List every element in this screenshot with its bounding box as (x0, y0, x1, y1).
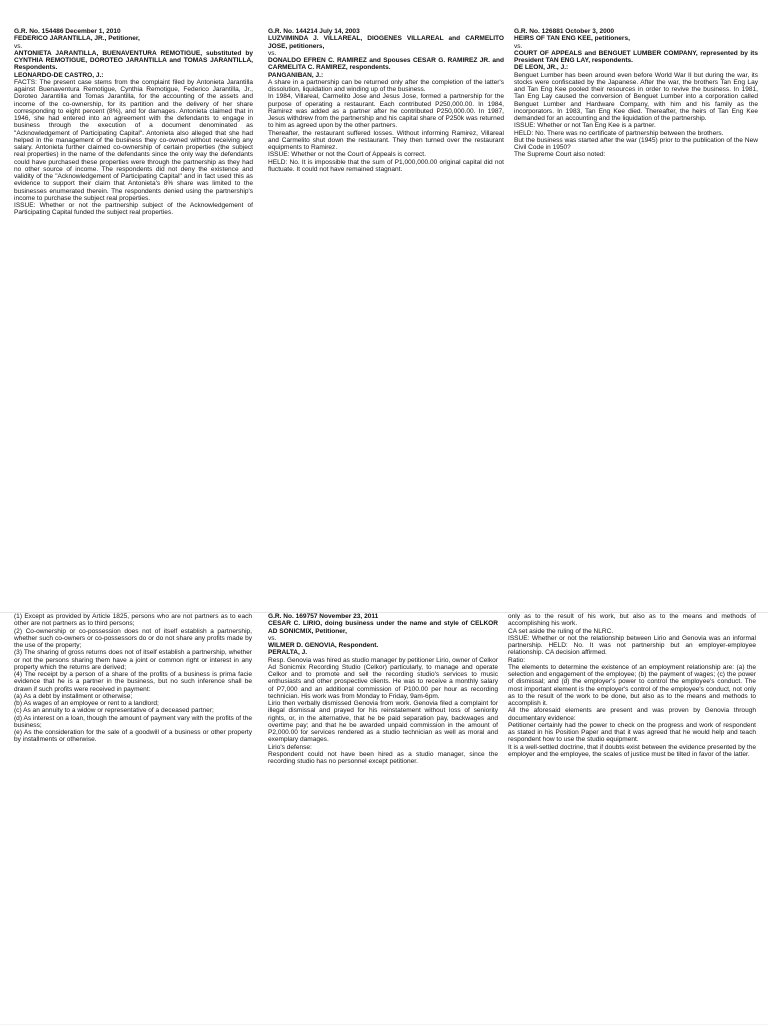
case-header (268, 28, 504, 79)
case-column-lirio-continued (508, 613, 756, 1025)
body-paragraph: only as to the result of his work, but also as to the means and methods of accomplishing his work. (508, 613, 756, 628)
rule-subitem: (a) As a debt by installment or otherwise; (14, 692, 133, 700)
respondent-line: WILMER D. GENOVIA, Respondent. (268, 642, 379, 649)
petitioner-line: FEDERICO JARANTILLA, JR., Petitioner, (14, 35, 140, 43)
case-column-jarantilla (14, 28, 253, 582)
case-number: G.R. No. 154486 December 1, 2010 (14, 28, 121, 35)
question-paragraph: But the business was started after the war (1945) prior to the publication of the New Civil Code in 1950? (514, 136, 758, 151)
case-header (268, 613, 498, 657)
bottom-section (0, 612, 768, 1025)
rule-item: (2) Co-ownership or co-possession does not of itself establish a partnership, whether such co-owners or co-possessors do or do not share any profits made by the use of the property; (14, 627, 252, 649)
issue-paragraph: ISSUE: Whether or not Tan Eng Kee is a partner. (514, 122, 656, 130)
rule-subitem: (b) As wages of an employee or rent to a landlord; (14, 700, 159, 707)
case-column-villareal (268, 28, 504, 582)
petitioner-line: HEIRS OF TAN ENG KEE, petitioners, (514, 35, 630, 43)
held-paragraph: HELD: No. It is impossible that the sum of P1,000,000.00 original capital did not fluctuate. It could not have remained stagnant. (268, 158, 504, 173)
case-number: G.R. No. 126881 October 3, 2000 (514, 28, 615, 35)
top-section (0, 28, 768, 582)
ponente-line: PERALTA, J. (268, 649, 308, 657)
rule-subitem: (e) As the consideration for the sale of a goodwill of a business or other property by installments or otherwise. (14, 729, 252, 744)
body-paragraph: All the aforesaid elements are present and was proven by Genovia through documentary evidence: (508, 707, 756, 722)
rule-item: (4) The receipt by a person of a share of the profits of a business is prima facie evidence that he is a partner in the business, but no such inference shall be drawn if such profits were received in payment: (14, 671, 252, 693)
rule-item: (1) Except as provided by Article 1825, persons who are not partners as to each other are not partners as to third persons; (14, 613, 252, 628)
case-column-tan-eng-kee (514, 28, 758, 582)
case-body (514, 72, 758, 159)
body-paragraph: Lirio then verbally dismissed Genovia from work. Genovia filed a complaint for illegal dismissal and prayed for his reinstatement without loss of seniority rights, or, in the alternative, that he be paid separation pay, backwages and overtime pay; and that he be awarded unpaid commission in the amount of P2,000.00 for services rendered as a studio technician as well as moral and exemplary damages. (268, 700, 498, 744)
article-rules-column (14, 613, 252, 1025)
versus-line: vs. (514, 42, 523, 50)
body-paragraph: The Supreme Court also noted: (514, 151, 606, 159)
rule-item: (3) The sharing of gross returns does not of itself establish a partnership, whether or not the persons sharing them have a joint or common right or interest in any property which the returns are derived; (14, 649, 252, 671)
case-body (268, 79, 504, 173)
versus-line: vs. (268, 49, 277, 57)
versus-line: vs. (14, 42, 23, 50)
ponente-line: PANGANIBAN, J.: (268, 71, 324, 79)
respondent-line: COURT OF APPEALS and BENGUET LUMBER COMPANY, represented by its President TAN ENG LAY, respondents. (514, 49, 758, 64)
facts-paragraph: FACTS: The present case stems from the complaint filed by Antonieta Jarantilla against Buenaventura Remotigue, Cynthia Remotigue, Federico Jarantilla, Jr., Doroteo Jarantilla and Tomas Jarantilla, for the accounting of the assets and income of the co-ownership, for its partition and the delivery of her share corresponding to eight percent (8%), and for damages. Antonieta claimed that in 1946, she had entered into an agreement with the defendants to engage in business through the execution of a document denominated as "Acknowledgement of Participating Capital". Antonieta also alleged that she had helped in the management of the business they co-owned without receiving any salary. Antonieta further claimed co-ownership of certain properties (the subject real properties) in the name of the defendants since the only way the defendants could have purchased these properties were through the partnership as they had no other source of income. The respondents did not deny the existence and validity of the "Acknowledgement of Participating Capital" and in fact used this as evidence to support their claim that Antonieta's 8% share was limited to the businesses enumerated therein. The respondents denied using the partnership's income to purchase the subject real properties. (14, 78, 253, 202)
petitioner-line: CESAR C. LIRIO, doing business under the name and style of CELKOR AD SONICMIX, Petitioner, (268, 620, 498, 635)
respondent-line: DONALDO EFREN C. RAMIREZ and Spouses CESAR G. RAMIREZ JR. and CARMELITA C. RAMIREZ, respondents. (268, 57, 504, 72)
held-paragraph: HELD: No. There was no certificate of partnership between the brothers. (514, 129, 724, 137)
case-column-lirio (268, 613, 498, 1025)
body-paragraph: CA set aside the ruling of the NLRC. (508, 627, 614, 635)
body-paragraph: It is a well-settled doctrine, that if doubts exist between the evidence presented by the employer and the employee, the scales of justice must be tilted in favor of the latter. (508, 743, 756, 758)
issue-paragraph: ISSUE: Whether or not the Court of Appeals is correct. (268, 151, 426, 159)
rule-subitem: (c) As an annuity to a widow or representative of a deceased partner; (14, 707, 214, 715)
ponente-line: LEONARDO-DE CASTRO, J.: (14, 71, 104, 79)
rule-subitem: (d) As interest on a loan, though the amount of payment vary with the profits of the business; (14, 714, 252, 729)
versus-line: vs. (268, 634, 277, 642)
body-paragraph: Lirio's defense: (268, 743, 312, 751)
ratio-label: Ratio: (508, 656, 526, 664)
case-header (514, 28, 758, 72)
case-number: G.R. No. 169757 November 23, 2011 (268, 613, 379, 620)
body-paragraph: Respondent could not have been hired as a studio manager, since the recording studio has no personnel except petitioner. (268, 750, 498, 765)
body-paragraph: The elements to determine the existence of an employment relationship are: (a) the selection and engagement of the employee; (b) the payment of wages; (c) the power of dismissal; and (d) the employer's power to control the employee's conduct. The most important element is the employer's control of the employee's conduct, not only as to the result of the work to be done, but also as to the means and methods to accomplish it. (508, 663, 756, 707)
ponente-line: DE LEON, JR., J.: (514, 64, 569, 72)
case-body (14, 79, 253, 217)
body-paragraph: In 1984, Villareal, Carmelito Jose and Jesus Jose, formed a partnership for the purpose of operating a restaurant. Each contributed P250,000.00. In 1984, Ramirez was added as a partner after he contributed P250,000.00. In 1987, Jesus withdrew from the partnership and his capital share of P250k was returned to him as agreed upon by the other partners. (268, 93, 504, 130)
body-paragraph: Petitioner certainly had the power to check on the progress and work of respondent as stated in his Position Paper and that it was agreed that he would help and teach respondent how to use the studio equipment. (508, 721, 756, 744)
respondent-line: ANTONIETA JARANTILLA, BUENAVENTURA REMOTIGUE, substituted by CYNTHIA REMOTIGUE, DOROTEO JARANTILLA and TOMAS JARANTILLA, Respondents. (14, 49, 253, 72)
case-header (14, 28, 253, 79)
petitioner-line: LUZVIMINDA J. VILLAREAL, DIOGENES VILLAREAL and CARMELITO JOSE, petitioners, (268, 35, 504, 50)
body-paragraph: Benguet Lumber has been around even before World War II but during the war, its stocks were confiscated by the Japanese. After the war, the brothers Tan Eng Lay and Tan Eng Kee pooled their resources in order to revive the business. In 1981, Tan Eng Lay caused the conversion of Benguet Lumber into a corporation called Benguet Lumber and Hardware Company, with him and his family as the incorporators. In 1983, Tan Eng Kee died. Thereafter, the heirs of Tan Eng Kee demanded for an accounting and the liquidation of the partnership. (514, 71, 758, 122)
case-number: G.R. No. 144214 July 14, 2003 (268, 28, 360, 35)
issue-paragraph: ISSUE: Whether or not the partnership subject of the Acknowledgement of Participating Capital funded the subject real properties. (14, 202, 253, 217)
body-paragraph: Resp. Genovia was hired as studio manager by petitioner Lirio, owner of Celkor Ad Sonicmix Recording Studio (Celkor) particularly, to manage and operate Celkor and to promote and sell the recording studio's services to music enthusiasts and other prospective clients. He was to receive a monthly salary of P7,000 and an additional commission of P100.00 per hour as recording technician. His work was from Monday to Friday, 9am-6pm. (268, 656, 498, 700)
case-body (268, 657, 498, 766)
issue-held-paragraph: ISSUE: Whether or not the relationship between Lirio and Genovia was an informal partnership. HELD: No. It was not partnership but an employer-employee relationship. CA decision affirmed. (508, 634, 756, 657)
body-paragraph: A share in a partnership can be returned only after the completion of the latter's dissolution, liquidation and winding up of the business. (268, 78, 504, 93)
body-paragraph: Thereafter, the restaurant suffered losses. Without informing Ramirez, Villareal and Carmelito shut down the restaurant. They then turned over the restaurant equipments to Ramirez. (268, 129, 504, 151)
